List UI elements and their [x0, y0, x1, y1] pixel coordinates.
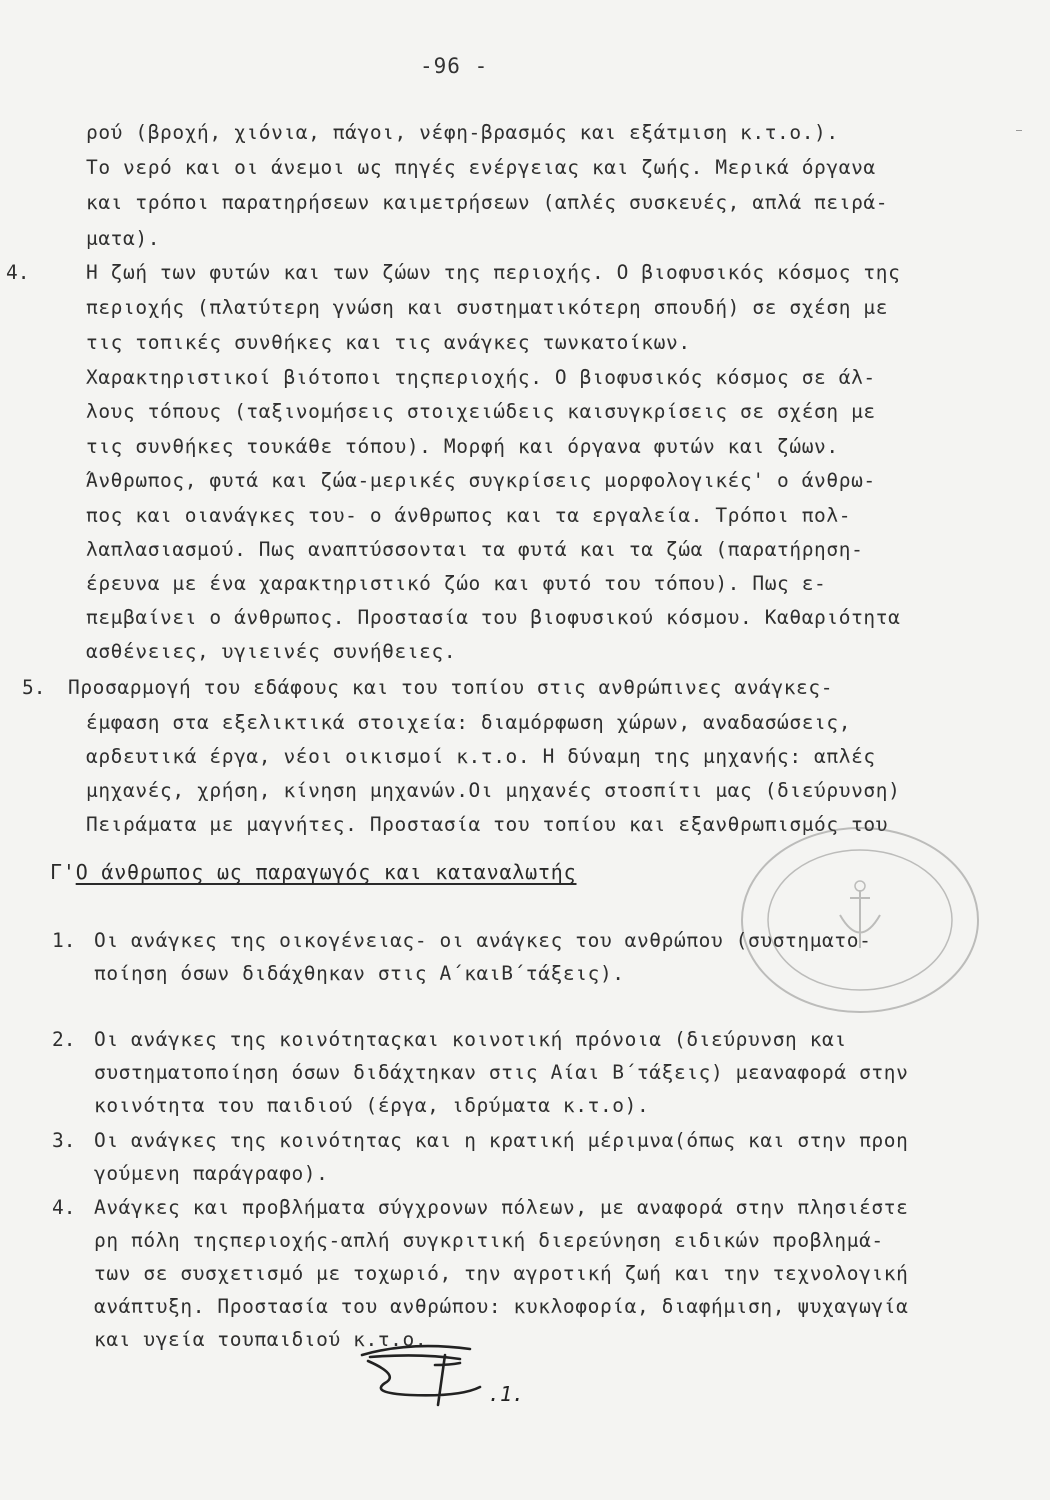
item4-line: Η ζωή των φυτών και των ζώων της περιοχής. Ο βιοφυσικός κόσμος της	[86, 261, 901, 284]
item-number: 1.	[52, 929, 76, 952]
item-number: 4.	[6, 261, 30, 284]
item4-line: λαπλασιασμού. Πως αναπτύσσονται τα φυτά και τα ζώα (παρατήρηση-	[86, 538, 864, 561]
g-item-line: ποίηση όσων διδάχθηκαν στις Α΄καιΒ΄τάξεις).	[94, 962, 625, 985]
item4-line: Χαρακτηριστικοί βιότοποι τηςπεριοχής. Ο βιοφυσικός κόσμος σε άλ-	[86, 366, 876, 389]
signature-suffix: .1.	[488, 1382, 525, 1406]
item5-line: αρδευτικά έργα, νέοι οικισμοί κ.τ.ο. Η δύναμη της μηχανής: απλές	[86, 745, 876, 768]
item-number: 5.	[22, 676, 46, 699]
section-prefix: Γ'	[50, 860, 76, 884]
intro-line: Το νερό και οι άνεμοι ως πηγές ενέργειας και ζωής. Μερικά όργανα	[86, 156, 876, 179]
item4-line: ασθένειες, υγιεινές συνήθειες.	[86, 640, 457, 663]
g-item-line: Οι ανάγκες της οικογένειας- οι ανάγκες του ανθρώπου (συστηματο-	[94, 929, 872, 952]
item4-line: έρευνα με ένα χαρακτηριστικό ζώο και φυτό του τόπου). Πως ε-	[86, 572, 827, 595]
item4-line: τις τοπικές συνθήκες και τις ανάγκες τωνκατοίκων.	[86, 331, 691, 354]
intro-line: ματα).	[86, 227, 161, 250]
item5-line: έμφαση στα εξελικτικά στοιχεία: διαμόρφωση χώρων, αναδασώσεις,	[86, 711, 852, 734]
item5-line: Προσαρμογή του εδάφους και του τοπίου στις ανθρώπινες ανάγκες-	[68, 676, 834, 699]
g-item-line: ρη πόλη τηςπεριοχής-απλή συγκριτική διερεύνηση ειδικών προβλημά-	[94, 1229, 884, 1252]
g-item-line: γούμενη παράγραφο).	[94, 1162, 329, 1185]
item-number: 3.	[52, 1129, 76, 1152]
g-item-line: συστηματοποίηση όσων διδάχτηκαν στις Αίαι Β΄τάξεις) μεαναφορά στην	[94, 1061, 909, 1084]
signature	[350, 1335, 540, 1420]
item4-line: λους τόπους (ταξινομήσεις στοιχειώδεις καισυγκρίσεις σε σχέση με	[86, 400, 876, 423]
item4-line: περιοχής (πλατύτερη γνώση και συστηματικότερη σπουδή) σε σχέση με	[86, 296, 889, 319]
g-item-line: κοινότητα του παιδιού (έργα, ιδρύματα κ.τ.ο).	[94, 1094, 650, 1117]
item4-line: Άνθρωπος, φυτά και ζώα-μερικές συγκρίσεις μορφολογικές' ο άνθρω-	[86, 469, 876, 492]
g-item-line: των σε συσχετισμό με τοχωριό, την αγροτική ζωή και την τεχνολογική	[94, 1262, 909, 1285]
page-number: -96 -	[420, 54, 489, 78]
g-item-line: ανάπτυξη. Προστασία του ανθρώπου: κυκλοφορία, διαφήμιση, ψυχαγωγία	[94, 1295, 909, 1318]
item5-line: μηχανές, χρήση, κίνηση μηχανών.Οι μηχανές στοσπίτι μας (διεύρυνση)	[86, 779, 901, 802]
item4-line: πος και οιανάγκες του- ο άνθρωπος και τα εργαλεία. Τρόποι πολ-	[86, 504, 852, 527]
g-item-line: Οι ανάγκες της κοινότητας και η κρατική μέριμνα(όπως και στην προη	[94, 1129, 909, 1152]
g-item-line: Οι ανάγκες της κοινότηταςκαι κοινοτική πρόνοια (διεύρυνση και	[94, 1028, 847, 1051]
item5-line: Πειράματα με μαγνήτες. Προστασία του τοπίου και εξανθρωπισμός του	[86, 813, 889, 836]
section-title: Ο άνθρωπος ως παραγωγός και καταναλωτής	[75, 860, 577, 884]
section-heading	[50, 860, 577, 884]
intro-line: και τρόποι παρατηρήσεων καιμετρήσεων (απλές συσκευές, απλά πειρά-	[86, 191, 889, 214]
item4-line: πεμβαίνει ο άνθρωπος. Προστασία του βιοφυσικού κόσμου. Καθαριότητα	[86, 606, 901, 629]
intro-line: ρού (βροχή, χιόνια, πάγοι, νέφη-βρασμός και εξάτμιση κ.τ.ο.).	[86, 121, 839, 144]
official-stamp-icon	[735, 820, 985, 1020]
g-item-line: και υγεία τουπαιδιού κ.τ.ο.	[94, 1328, 428, 1351]
margin-mark	[1016, 130, 1022, 137]
item-number: 4.	[52, 1196, 76, 1219]
item4-line: τις συνθήκες τουκάθε τόπου). Μορφή και όργανα φυτών και ζώων.	[86, 435, 839, 458]
item-number: 2.	[52, 1028, 76, 1051]
g-item-line: Ανάγκες και προβλήματα σύγχρονων πόλεων, με αναφορά στην πλησιέστε	[94, 1196, 909, 1219]
